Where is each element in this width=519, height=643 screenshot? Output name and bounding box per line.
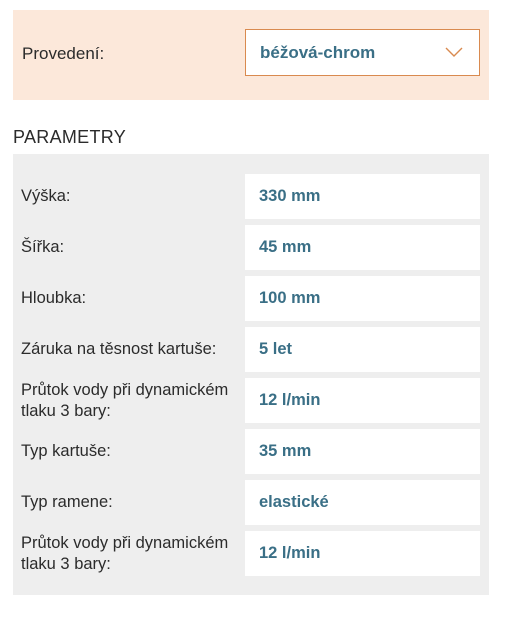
parameter-value-cell <box>245 225 480 270</box>
parameter-value-cell <box>245 327 480 372</box>
parameter-value: 5 let <box>259 340 293 358</box>
parameter-row-cartridge-type <box>13 429 489 474</box>
parameter-value-cell <box>245 378 480 423</box>
parameter-row-warranty <box>13 327 489 372</box>
parameter-row-depth <box>13 276 489 321</box>
parameter-label: Hloubka: <box>21 289 87 307</box>
parameter-value: 12 l/min <box>259 391 321 409</box>
parameter-label: Výška: <box>21 187 71 205</box>
variant-selector-panel <box>13 10 489 100</box>
parameter-label: Šířka: <box>21 238 65 256</box>
parameter-value-cell <box>245 531 480 576</box>
parameter-value: 330 mm <box>259 187 321 205</box>
parameter-label: Typ kartuše: <box>21 442 111 460</box>
parameter-value-cell <box>245 276 480 321</box>
parameter-row-width <box>13 225 489 270</box>
parameter-row-height <box>13 174 489 219</box>
variant-label: Provedení: <box>22 44 105 63</box>
parameter-value-cell <box>245 429 480 474</box>
parameter-value: 12 l/min <box>259 544 321 562</box>
parameter-value-cell <box>245 174 480 219</box>
variant-select[interactable] <box>245 29 480 76</box>
parameters-heading: PARAMETRY <box>13 127 127 147</box>
parameter-value-cell <box>245 480 480 525</box>
parameters-table <box>13 154 489 595</box>
parameter-row-flow-rate <box>13 378 489 423</box>
parameter-value: elastické <box>259 493 329 511</box>
parameter-value: 35 mm <box>259 442 312 460</box>
parameter-label: Průtok vody při dynamickém tlaku 3 bary: <box>21 380 229 420</box>
parameter-value: 100 mm <box>259 289 321 307</box>
parameter-label: Typ ramene: <box>21 493 113 511</box>
parameter-label: Záruka na těsnost kartuše: <box>21 340 217 358</box>
chevron-down-icon <box>445 46 463 58</box>
parameter-row-flow-rate-2 <box>13 531 489 576</box>
parameter-row-arm-type <box>13 480 489 525</box>
variant-selected-value: béžová-chrom <box>260 43 376 62</box>
parameter-label: Průtok vody při dynamickém tlaku 3 bary: <box>21 533 229 573</box>
parameter-value: 45 mm <box>259 238 312 256</box>
